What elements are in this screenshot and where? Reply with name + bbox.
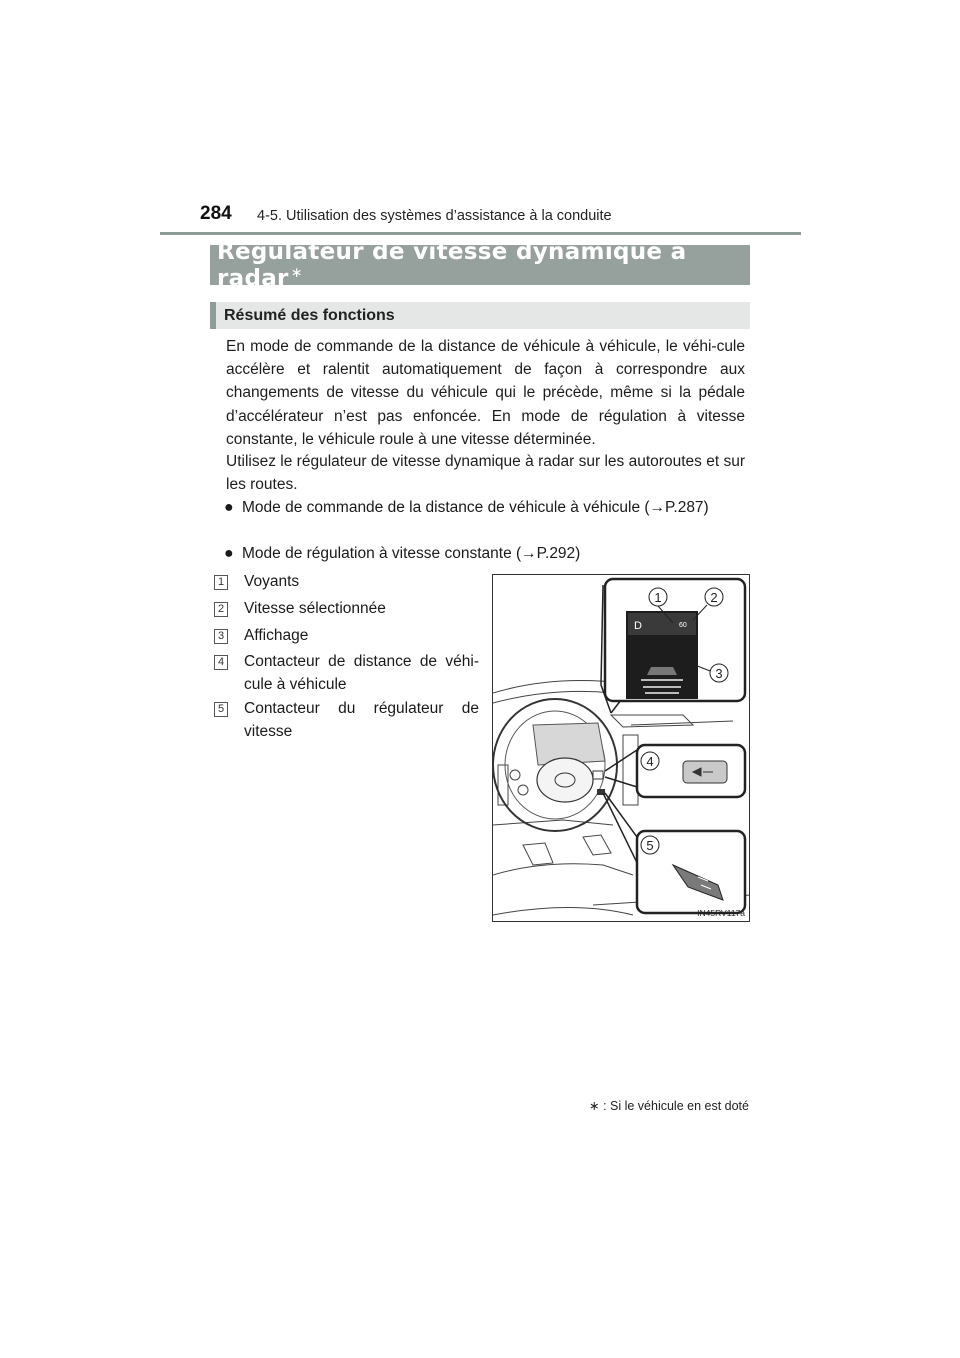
intro-paragraph: En mode de commande de la distance de véhicule à véhicule, le véhi-cule accélère et ralentit automatiquement de façon à correspondre aux changements de vitesse du véhicule qui le précède, même si la pédale d’accélérateur n’est pas enfoncée. En mode de régulation à vitesse constante, le véhicule roule à une vitesse déterminée. (226, 338, 745, 448)
item-number: 3 (214, 629, 228, 644)
callout-3-label: 3 (715, 666, 723, 681)
title-bar (210, 238, 750, 292)
footnote-asterisk: ∗ (589, 1099, 600, 1113)
list-item (214, 570, 479, 593)
list-item (214, 697, 479, 743)
page-number: 284 (200, 203, 232, 224)
figure-code: IN45RV117a (697, 908, 745, 918)
item-number: 4 (214, 655, 228, 670)
list-item (214, 650, 479, 696)
cruise-lever-callout-box (603, 793, 745, 913)
callout-1-label: 1 (654, 590, 662, 605)
item-number: 2 (214, 602, 228, 617)
page-title-text: Régulateur de vitesse dynamique à radar (217, 238, 687, 292)
title-asterisk: ∗ (290, 264, 303, 281)
bullet-symbol: ● (224, 499, 234, 516)
item-number: 5 (214, 702, 228, 717)
chapter-heading: 4-5. Utilisation des systèmes d’assistance à la conduite (257, 208, 612, 224)
display-speed-text: 60 (679, 622, 687, 629)
usage-paragraph: Utilisez le régulateur de vitesse dynamique à radar sur les autoroutes et sur les routes. (226, 453, 745, 494)
steering-wheel (493, 699, 617, 831)
bullet-item (224, 496, 746, 519)
cockpit-drawing (493, 575, 750, 922)
item-label: Contacteur de distance de véhi-cule à véhicule (244, 653, 479, 694)
item-label: Voyants (244, 573, 300, 590)
item-number: 1 (214, 575, 228, 590)
section-bar (210, 302, 750, 329)
header-rule (160, 232, 801, 235)
display-callout-box (601, 579, 745, 713)
list-item (214, 597, 479, 620)
display-gear-text: D (634, 620, 642, 632)
item-label: Affichage (244, 627, 309, 644)
footnote-text: : Si le véhicule en est doté (603, 1099, 749, 1113)
section-title: Résumé des fonctions (224, 306, 395, 324)
item-label: Vitesse sélectionnée (244, 600, 386, 617)
page-title (217, 239, 750, 292)
callout-5-label: 5 (646, 838, 654, 853)
callout-4-label: 4 (646, 754, 654, 769)
bullet-item (224, 542, 746, 565)
list-item (214, 624, 479, 647)
cockpit-illustration (492, 574, 750, 922)
bullet-text: Mode de régulation à vitesse constante (→P.292) (242, 545, 581, 562)
item-label: Contacteur du régulateur de vitesse (244, 700, 479, 741)
callout-2-label: 2 (710, 590, 718, 605)
distance-switch-callout-box (605, 745, 745, 797)
bullet-text: Mode de commande de la distance de véhicule à véhicule (→P.287) (242, 499, 709, 516)
bullet-symbol: ● (224, 545, 234, 562)
footnote (589, 1098, 749, 1113)
